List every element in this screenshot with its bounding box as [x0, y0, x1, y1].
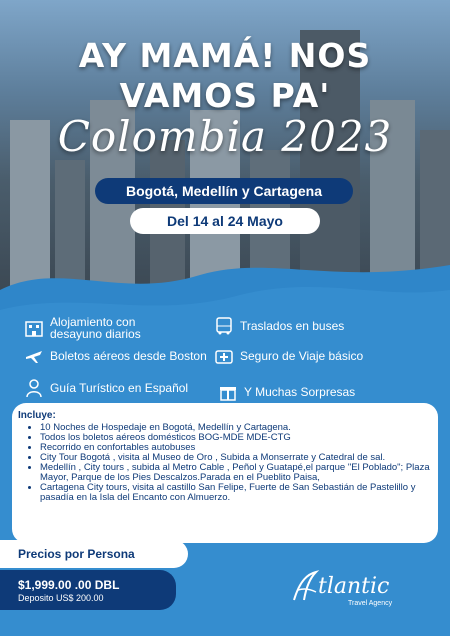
airplane-icon — [24, 346, 44, 366]
feature-flights — [24, 346, 207, 366]
feature-lodging — [24, 316, 194, 340]
feature-label: Y Muchas Sorpresas — [244, 385, 356, 399]
prices-heading: Precios por Persona — [0, 540, 188, 568]
medical-kit-icon — [214, 346, 234, 366]
list-item: • Medellín , City tours , subida al Metro Cable , Peñol y Guatapé,el parque "El Poblado"; Plaza Mayor, Parque de los Pies Descalzos.Parada en el Pueblito Paisa, — [40, 463, 438, 483]
cities-banner: Bogotá, Medellín y Cartagena — [95, 178, 353, 204]
list-item: • City Tour Bogotá , visita al Museo de Oro , Subida a Monserrate y Catedral de sal. — [40, 453, 438, 463]
list-item: • Todos los boletos aéreos domésticos BOG-MDE MDE-CTG — [40, 433, 438, 443]
list-item: • Recorrido en confortables autobuses — [40, 443, 438, 453]
price-amount: $1,999.00 .00 DBL — [18, 578, 120, 592]
includes-heading: Incluye: — [18, 410, 56, 421]
feature-surprises — [218, 382, 355, 402]
price-box — [0, 570, 176, 610]
includes-panel — [12, 403, 438, 543]
gift-icon — [218, 382, 238, 402]
logo-subtitle: Travel Agency — [348, 600, 393, 607]
feature-label: Traslados en buses — [240, 319, 345, 333]
feature-label: Seguro de Viaje básico — [240, 349, 364, 363]
title-line-3: Colombia 2023 — [57, 112, 393, 161]
hotel-icon — [24, 318, 44, 338]
feature-label: Guía Turístico en Español — [50, 381, 189, 395]
dates-banner: Del 14 al 24 Mayo — [130, 208, 320, 234]
guide-icon — [24, 378, 44, 398]
includes-list — [12, 423, 438, 503]
feature-transfers — [214, 316, 344, 336]
feature-label: Boletos aéreos desde Boston — [50, 349, 207, 363]
deposit-amount: Deposito US$ 200.00 — [18, 593, 104, 603]
atlantic-logo — [290, 570, 410, 610]
feature-insurance — [214, 346, 363, 366]
title-line-2: VAMOS PA' — [119, 76, 331, 115]
feature-guide — [24, 378, 188, 398]
logo-mark-icon — [290, 570, 320, 604]
logo-name: tlantic — [318, 574, 390, 599]
bus-icon — [214, 316, 234, 336]
list-item: • 10 Noches de Hospedaje en Bogotá, Medellín y Cartagena. — [40, 423, 438, 433]
list-item: • Cartagena City tours, visita al castillo San Felipe, Fuerte de San Sebastián de Pastelillo y pasadía en la Isla del Encanto con Almuerzo. — [40, 483, 438, 503]
title-line-1: AY MAMÁ! NOS — [78, 36, 372, 75]
feature-label: Alojamiento con desayuno diarios — [50, 315, 141, 341]
